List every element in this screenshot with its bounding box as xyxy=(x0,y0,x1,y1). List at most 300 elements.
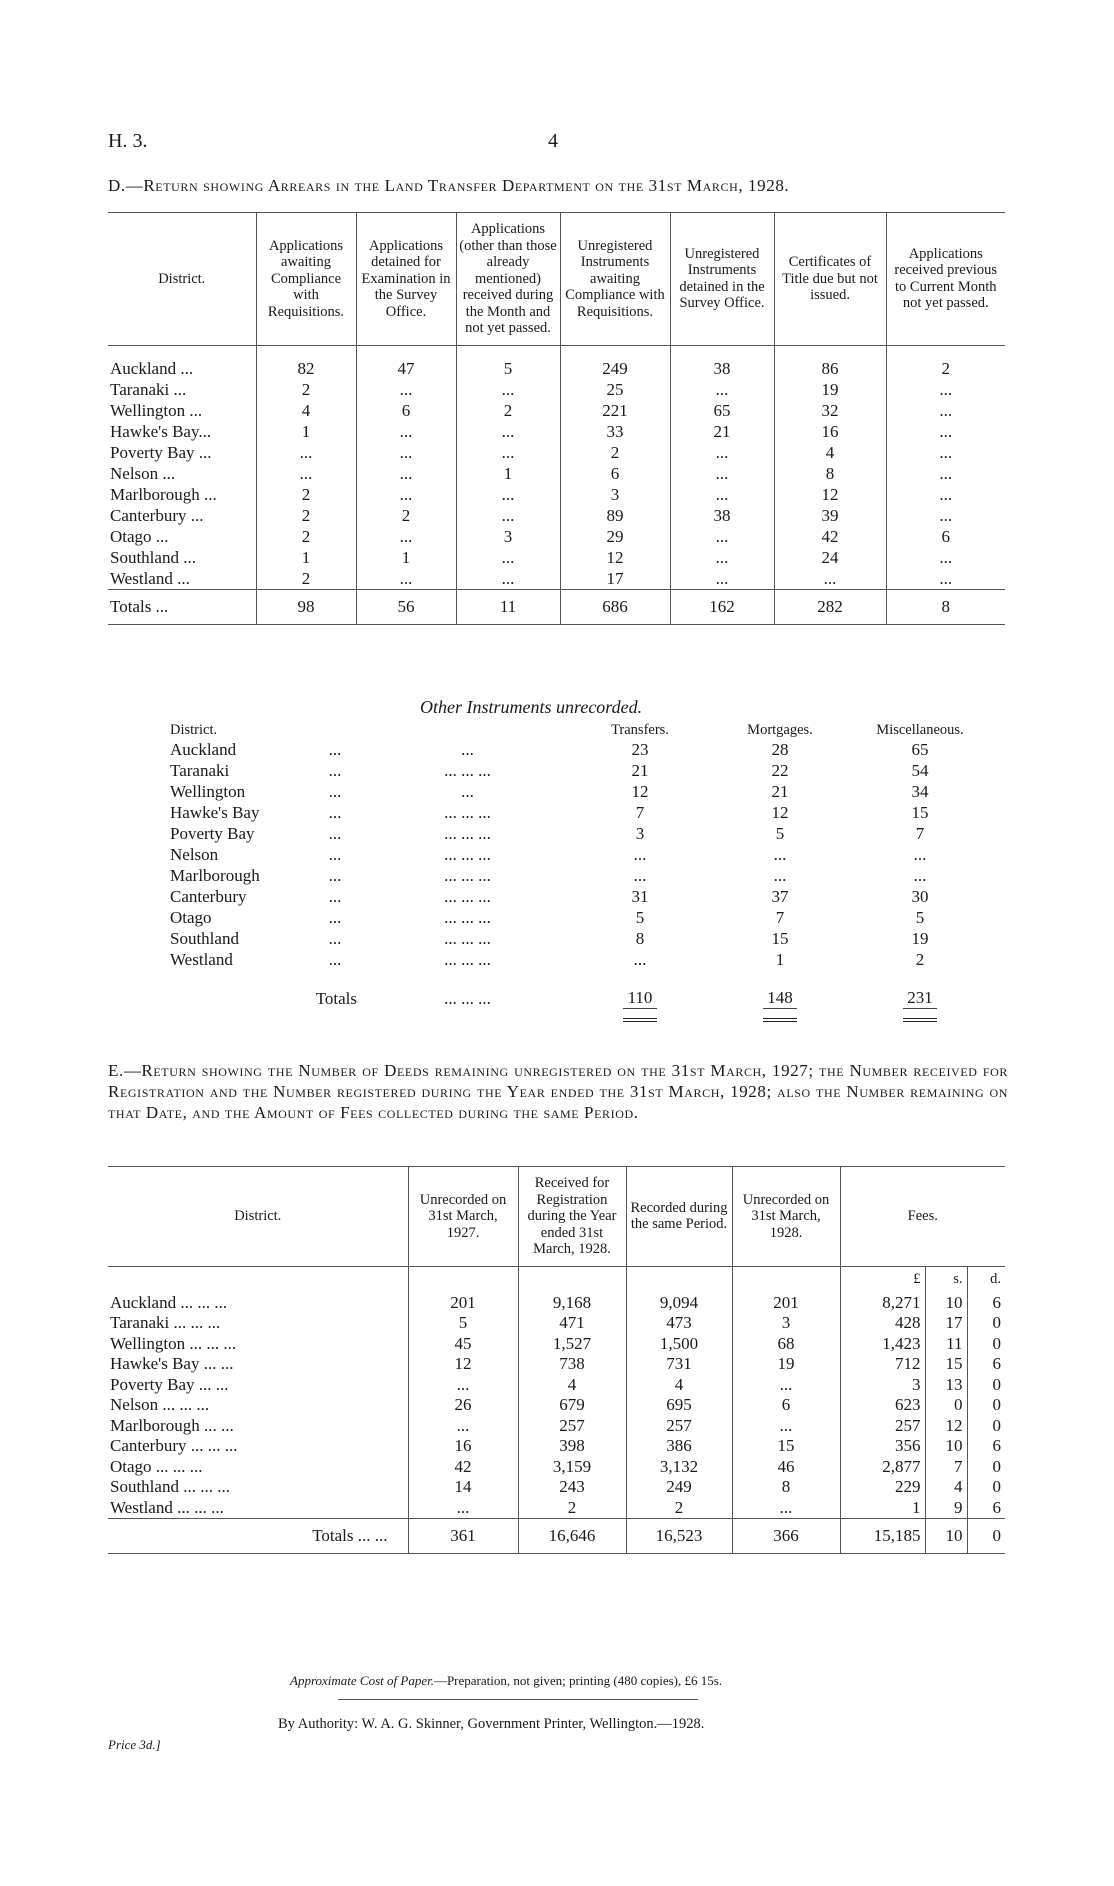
arrears-value: ... xyxy=(886,463,1005,484)
instrument-value: 23 xyxy=(631,740,649,759)
leader-dots: ... xyxy=(461,740,474,759)
district-name: Westland ... xyxy=(110,568,190,588)
fee-value: 1,423 xyxy=(840,1334,925,1355)
arrears-value: 1 xyxy=(456,463,560,484)
arrears-value: ... xyxy=(456,547,560,568)
fee-value: 6 xyxy=(967,1498,1005,1519)
other-col-miscellaneous: Miscellaneous. xyxy=(876,722,964,738)
other-instruments-title: Other Instruments unrecorded. xyxy=(420,697,643,717)
deeds-value: 26 xyxy=(408,1395,518,1416)
deeds-value: 16 xyxy=(408,1436,518,1457)
total-value: 56 xyxy=(356,589,456,624)
arrears-value: 2 xyxy=(356,505,456,526)
other-col-mortgages: Mortgages. xyxy=(747,722,813,738)
arrears-value: ... xyxy=(886,547,1005,568)
deeds-row xyxy=(108,1416,1005,1437)
arrears-value: ... xyxy=(670,484,774,505)
deeds-value: 2 xyxy=(626,1498,732,1519)
deeds-row xyxy=(108,1293,1005,1314)
leader-dots: ... ... ... xyxy=(444,887,491,906)
cost-note xyxy=(290,1673,722,1689)
arrears-row xyxy=(108,484,1005,505)
district-name: Poverty Bay ... ... xyxy=(110,1374,229,1394)
arrears-value: 82 xyxy=(256,345,356,379)
fee-value: 6 xyxy=(967,1354,1005,1375)
total-value: 686 xyxy=(560,589,670,624)
arrears-value: ... xyxy=(356,526,456,547)
arrears-row xyxy=(108,547,1005,568)
district-name: Marlborough ... xyxy=(110,484,217,504)
arrears-value: 25 xyxy=(560,379,670,400)
fee-value: 356 xyxy=(840,1436,925,1457)
arrears-header-row xyxy=(108,213,1005,346)
district-name: Southland ... xyxy=(110,547,196,567)
other-totals-miscellaneous: 231 xyxy=(903,987,937,1009)
other-totals-transfers: 110 xyxy=(623,987,657,1009)
total-value: 361 xyxy=(408,1519,518,1554)
deeds-value: 243 xyxy=(518,1477,626,1498)
arrears-value: ... xyxy=(670,547,774,568)
arrears-value: ... xyxy=(886,484,1005,505)
arrears-value: 17 xyxy=(560,568,670,590)
district-name: Canterbury xyxy=(170,887,247,906)
instrument-value: ... xyxy=(913,866,927,885)
fee-value: 0 xyxy=(925,1395,967,1416)
page-number: 4 xyxy=(548,130,558,152)
arrears-value: ... xyxy=(670,442,774,463)
deeds-row xyxy=(108,1354,1005,1375)
deeds-totals-row xyxy=(108,1519,1005,1554)
total-value: 282 xyxy=(774,589,886,624)
other-row xyxy=(170,760,990,781)
arrears-value: ... xyxy=(356,379,456,400)
fee-value: 3 xyxy=(840,1375,925,1396)
deeds-value: 473 xyxy=(626,1313,732,1334)
footer-rule xyxy=(338,1699,698,1700)
total-value: 11 xyxy=(456,589,560,624)
other-row xyxy=(170,907,990,928)
fee-value: 1 xyxy=(840,1498,925,1519)
deeds-value: 3 xyxy=(732,1313,840,1334)
fee-value: 229 xyxy=(840,1477,925,1498)
district-name: Hawke's Bay xyxy=(170,803,260,822)
deeds-col-district: District. xyxy=(108,1167,408,1267)
arrears-table xyxy=(108,212,1005,625)
arrears-value: 86 xyxy=(774,345,886,379)
leader-dots: ... xyxy=(328,908,342,927)
instrument-value: 22 xyxy=(771,761,789,780)
arrears-value: 2 xyxy=(456,400,560,421)
leader-dots: ... xyxy=(328,866,342,885)
district-name: Otago xyxy=(170,908,212,927)
instrument-value: 12 xyxy=(631,782,649,801)
arrears-value: ... xyxy=(886,442,1005,463)
fee-value: 15 xyxy=(925,1354,967,1375)
arrears-value: ... xyxy=(456,484,560,505)
cost-text: —Preparation, not given; printing (480 copies), £6 15s. xyxy=(433,1673,723,1688)
deeds-value: 471 xyxy=(518,1313,626,1334)
col-unregistered-awaiting: Unregistered Instruments awaiting Compliance with Requisitions. xyxy=(560,213,670,346)
leader-dots: ... xyxy=(328,950,342,969)
arrears-value: ... xyxy=(670,379,774,400)
arrears-row xyxy=(108,526,1005,547)
arrears-value: 29 xyxy=(560,526,670,547)
instrument-value: 7 xyxy=(635,803,645,822)
fee-value: 0 xyxy=(967,1313,1005,1334)
deeds-value: 1,527 xyxy=(518,1334,626,1355)
district-name: Taranaki ... xyxy=(110,379,187,399)
other-row xyxy=(170,781,990,802)
deeds-value: 3,132 xyxy=(626,1457,732,1478)
deeds-value: 1,500 xyxy=(626,1334,732,1355)
other-totals-row xyxy=(170,970,990,1012)
instrument-value: 5 xyxy=(775,824,785,843)
fee-value: 10 xyxy=(925,1436,967,1457)
fee-value: 4 xyxy=(925,1477,967,1498)
arrears-value: ... xyxy=(356,442,456,463)
arrears-value: ... xyxy=(886,421,1005,442)
arrears-value: ... xyxy=(886,505,1005,526)
instrument-value: 7 xyxy=(775,908,785,927)
fee-value: 712 xyxy=(840,1354,925,1375)
instrument-value: 54 xyxy=(911,761,929,780)
deeds-value: 68 xyxy=(732,1334,840,1355)
col-certificates-due: Certificates of Title due but not issued. xyxy=(774,213,886,346)
district-name: Nelson xyxy=(170,845,219,864)
arrears-value: ... xyxy=(356,484,456,505)
instrument-value: 34 xyxy=(911,782,929,801)
arrears-value: ... xyxy=(456,379,560,400)
arrears-value: 5 xyxy=(456,345,560,379)
deeds-value: 249 xyxy=(626,1477,732,1498)
instrument-value: 5 xyxy=(915,908,925,927)
instrument-value: ... xyxy=(913,845,927,864)
instrument-value: 7 xyxy=(915,824,925,843)
instrument-value: 30 xyxy=(911,887,929,906)
deeds-value: 201 xyxy=(408,1293,518,1314)
deeds-value: ... xyxy=(732,1416,840,1437)
leader-dots: ... ... ... xyxy=(444,866,491,885)
deeds-value: 9,168 xyxy=(518,1293,626,1314)
arrears-value: ... xyxy=(356,463,456,484)
other-row xyxy=(170,802,990,823)
deeds-row xyxy=(108,1334,1005,1355)
pounds-unit: £ xyxy=(840,1266,925,1293)
fee-value: 12 xyxy=(925,1416,967,1437)
arrears-row xyxy=(108,505,1005,526)
fee-value: 13 xyxy=(925,1375,967,1396)
fee-value: 428 xyxy=(840,1313,925,1334)
fee-value: 0 xyxy=(967,1334,1005,1355)
arrears-value: ... xyxy=(774,568,886,590)
other-col-district: District. xyxy=(170,722,218,738)
deeds-value: 201 xyxy=(732,1293,840,1314)
district-name: Poverty Bay xyxy=(170,824,255,843)
other-row xyxy=(170,949,990,970)
instrument-value: ... xyxy=(773,866,787,885)
fee-value: 17 xyxy=(925,1313,967,1334)
fee-value: 10 xyxy=(925,1293,967,1314)
deeds-value: 4 xyxy=(626,1375,732,1396)
arrears-value: 65 xyxy=(670,400,774,421)
district-name: Wellington ... xyxy=(110,400,203,420)
deeds-value: 731 xyxy=(626,1354,732,1375)
fee-value: 0 xyxy=(967,1416,1005,1437)
arrears-value: ... xyxy=(356,568,456,590)
col-detained-examination: Applications detained for Examination in the Survey Office. xyxy=(356,213,456,346)
col-unregistered-detained: Unregistered Instruments detained in the Survey Office. xyxy=(670,213,774,346)
leader-dots: ... ... ... xyxy=(444,824,491,843)
instrument-value: 15 xyxy=(771,929,789,948)
arrears-value: 2 xyxy=(256,526,356,547)
arrears-value: ... xyxy=(456,568,560,590)
other-header-row xyxy=(170,722,990,739)
leader-dots: ... xyxy=(461,782,474,801)
leader-dots: ... xyxy=(328,929,342,948)
instrument-value: 3 xyxy=(635,824,645,843)
fee-value: 8,271 xyxy=(840,1293,925,1314)
deeds-value: ... xyxy=(732,1498,840,1519)
instrument-value: 12 xyxy=(771,803,789,822)
col-awaiting-compliance: Applications awaiting Compliance with Requisitions. xyxy=(256,213,356,346)
arrears-value: 33 xyxy=(560,421,670,442)
other-row xyxy=(170,928,990,949)
deeds-value: 14 xyxy=(408,1477,518,1498)
arrears-value: 249 xyxy=(560,345,670,379)
leader-dots: ... ... ... xyxy=(444,845,491,864)
instrument-value: ... xyxy=(633,866,647,885)
deeds-value: 12 xyxy=(408,1354,518,1375)
deeds-table xyxy=(108,1166,1005,1554)
fee-value: 9 xyxy=(925,1498,967,1519)
deeds-value: 45 xyxy=(408,1334,518,1355)
instrument-value: ... xyxy=(633,845,647,864)
totals-label: Totals ... xyxy=(108,589,256,624)
shillings-unit: s. xyxy=(925,1266,967,1293)
other-row xyxy=(170,844,990,865)
other-totals-mortgages: 148 xyxy=(763,987,797,1009)
total-value: 98 xyxy=(256,589,356,624)
deeds-value: ... xyxy=(408,1416,518,1437)
district-name: Wellington ... ... ... xyxy=(110,1333,237,1353)
deeds-value: 386 xyxy=(626,1436,732,1457)
deeds-col-unrecorded-1928: Unrecorded on 31st March, 1928. xyxy=(732,1167,840,1267)
arrears-value: 3 xyxy=(560,484,670,505)
fee-value: 0 xyxy=(967,1477,1005,1498)
authority-line: By Authority: W. A. G. Skinner, Government Printer, Wellington.—1928. xyxy=(278,1716,705,1732)
deeds-col-fees: Fees. xyxy=(840,1167,1005,1267)
arrears-row xyxy=(108,463,1005,484)
arrears-value: ... xyxy=(456,505,560,526)
fee-value: 623 xyxy=(840,1395,925,1416)
district-name: Poverty Bay ... xyxy=(110,442,212,462)
double-rule xyxy=(763,1018,797,1028)
arrears-value: 38 xyxy=(670,345,774,379)
arrears-value: 16 xyxy=(774,421,886,442)
deeds-value: 695 xyxy=(626,1395,732,1416)
leader-dots: ... ... ... xyxy=(444,908,491,927)
other-col-transfers: Transfers. xyxy=(611,722,669,738)
instrument-value: 1 xyxy=(775,950,785,969)
document-code: H. 3. xyxy=(108,130,148,152)
instrument-value: 31 xyxy=(631,887,649,906)
district-name: Auckland xyxy=(170,740,237,759)
arrears-value: 2 xyxy=(256,484,356,505)
fee-total: 0 xyxy=(967,1519,1005,1554)
deeds-value: 2 xyxy=(518,1498,626,1519)
arrears-value: 6 xyxy=(886,526,1005,547)
arrears-value: 2 xyxy=(256,568,356,590)
deeds-value: 9,094 xyxy=(626,1293,732,1314)
arrears-value: 39 xyxy=(774,505,886,526)
leader-dots: ... ... ... xyxy=(444,761,491,780)
district-name: Taranaki ... ... ... xyxy=(110,1313,221,1332)
district-name: Otago ... ... ... xyxy=(110,1456,203,1476)
deeds-value: 5 xyxy=(408,1313,518,1334)
total-value: 8 xyxy=(886,589,1005,624)
arrears-value: 6 xyxy=(560,463,670,484)
leader-dots: ... xyxy=(328,761,342,780)
district-name: Nelson ... ... ... xyxy=(110,1395,210,1414)
totals-label: Totals ... ... xyxy=(108,1519,408,1554)
arrears-row xyxy=(108,400,1005,421)
district-name: Hawke's Bay ... ... xyxy=(110,1354,234,1373)
district-name: Otago ... xyxy=(110,526,169,546)
arrears-value: 32 xyxy=(774,400,886,421)
arrears-value: ... xyxy=(256,442,356,463)
other-totals-dots: ... ... ... xyxy=(444,988,491,1008)
arrears-row xyxy=(108,442,1005,463)
col-received-month: Applications (other than those already mentioned) received during the Month and not yet passed. xyxy=(456,213,560,346)
arrears-value: 12 xyxy=(560,547,670,568)
instrument-value: ... xyxy=(633,950,647,969)
district-name: Canterbury ... ... ... xyxy=(110,1436,238,1455)
deeds-row xyxy=(108,1457,1005,1478)
deeds-value: 8 xyxy=(732,1477,840,1498)
arrears-value: 6 xyxy=(356,400,456,421)
deeds-row xyxy=(108,1498,1005,1519)
total-value: 162 xyxy=(670,589,774,624)
deeds-value: 679 xyxy=(518,1395,626,1416)
district-name: Westland xyxy=(170,950,233,969)
arrears-row xyxy=(108,421,1005,442)
district-name: Marlborough ... ... xyxy=(110,1415,234,1435)
arrears-value: 42 xyxy=(774,526,886,547)
instrument-value: 28 xyxy=(771,740,789,759)
deeds-row xyxy=(108,1375,1005,1396)
arrears-value: 2 xyxy=(886,345,1005,379)
deeds-row xyxy=(108,1477,1005,1498)
district-name: Hawke's Bay... xyxy=(110,421,212,441)
deeds-value: 46 xyxy=(732,1457,840,1478)
arrears-value: 24 xyxy=(774,547,886,568)
instrument-value: ... xyxy=(773,845,787,864)
deeds-value: ... xyxy=(408,1375,518,1396)
instrument-value: 21 xyxy=(771,782,789,801)
arrears-value: ... xyxy=(670,526,774,547)
price-note: Price 3d.] xyxy=(108,1737,161,1752)
deeds-value: 398 xyxy=(518,1436,626,1457)
deeds-row xyxy=(108,1436,1005,1457)
deeds-col-received: Received for Registration during the Year ended 31st March, 1928. xyxy=(518,1167,626,1267)
arrears-value: ... xyxy=(670,568,774,590)
leader-dots: ... xyxy=(328,740,342,759)
deeds-value: 19 xyxy=(732,1354,840,1375)
fee-value: 0 xyxy=(967,1375,1005,1396)
arrears-value: ... xyxy=(356,421,456,442)
arrears-value: 4 xyxy=(774,442,886,463)
fee-value: 11 xyxy=(925,1334,967,1355)
arrears-value: 8 xyxy=(774,463,886,484)
total-value: 366 xyxy=(732,1519,840,1554)
deeds-value: 42 xyxy=(408,1457,518,1478)
deeds-value: 15 xyxy=(732,1436,840,1457)
arrears-value: 4 xyxy=(256,400,356,421)
deeds-value: 6 xyxy=(732,1395,840,1416)
arrears-value: 1 xyxy=(256,547,356,568)
arrears-row xyxy=(108,379,1005,400)
other-row xyxy=(170,739,990,760)
arrears-value: ... xyxy=(456,421,560,442)
district-name: Marlborough xyxy=(170,866,260,885)
leader-dots: ... xyxy=(328,824,342,843)
leader-dots: ... xyxy=(328,845,342,864)
leader-dots: ... ... ... xyxy=(444,929,491,948)
district-name: Canterbury ... xyxy=(110,505,204,525)
deeds-value: 257 xyxy=(518,1416,626,1437)
arrears-row xyxy=(108,345,1005,379)
fee-value: 7 xyxy=(925,1457,967,1478)
fee-value: 257 xyxy=(840,1416,925,1437)
double-rule-row xyxy=(170,1012,990,1033)
arrears-value: 38 xyxy=(670,505,774,526)
instrument-value: 65 xyxy=(911,740,929,759)
arrears-value: ... xyxy=(456,442,560,463)
leader-dots: ... xyxy=(328,803,342,822)
deeds-value: 4 xyxy=(518,1375,626,1396)
cost-label: Approximate Cost of Paper. xyxy=(290,1673,434,1688)
instrument-value: 21 xyxy=(631,761,649,780)
deeds-value: ... xyxy=(408,1498,518,1519)
district-name: Nelson ... xyxy=(110,463,176,483)
arrears-value: 19 xyxy=(774,379,886,400)
instrument-value: 2 xyxy=(915,950,925,969)
double-rule xyxy=(903,1018,937,1028)
fee-value: 0 xyxy=(967,1395,1005,1416)
fee-total: 15,185 xyxy=(840,1519,925,1554)
total-value: 16,646 xyxy=(518,1519,626,1554)
other-totals-label: Totals xyxy=(315,988,357,1008)
leader-dots: ... xyxy=(328,887,342,906)
instrument-value: 19 xyxy=(911,929,929,948)
other-row xyxy=(170,865,990,886)
other-row xyxy=(170,823,990,844)
deeds-value: 738 xyxy=(518,1354,626,1375)
instrument-value: 37 xyxy=(771,887,789,906)
deeds-row xyxy=(108,1313,1005,1334)
pence-unit: d. xyxy=(967,1266,1005,1293)
arrears-value: ... xyxy=(886,379,1005,400)
other-row xyxy=(170,886,990,907)
col-previous-month: Applications received previous to Current Month not yet passed. xyxy=(886,213,1005,346)
arrears-value: 47 xyxy=(356,345,456,379)
total-value: 16,523 xyxy=(626,1519,732,1554)
instrument-value: 5 xyxy=(635,908,645,927)
deeds-col-recorded: Recorded during the same Period. xyxy=(626,1167,732,1267)
arrears-value: 1 xyxy=(356,547,456,568)
other-instruments-table xyxy=(170,722,990,1033)
district-name: Southland xyxy=(170,929,239,948)
